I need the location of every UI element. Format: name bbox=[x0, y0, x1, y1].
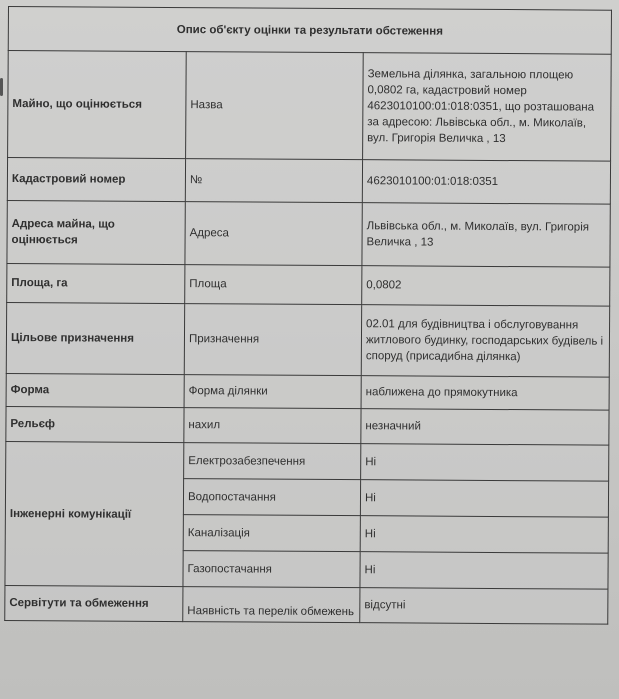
table-row bbox=[6, 302, 609, 377]
utility-field-gas: Газопостачання bbox=[183, 551, 360, 588]
document-sheet bbox=[4, 6, 611, 625]
table-row bbox=[6, 441, 609, 481]
utility-field-water: Водопостачання bbox=[183, 479, 360, 516]
row-label-area: Площа, га bbox=[7, 263, 185, 303]
table-row bbox=[7, 263, 610, 306]
utility-value-sewerage: Ні bbox=[360, 516, 608, 554]
utility-value-water: Ні bbox=[360, 480, 608, 518]
row-value-cadastral-number: 4623010100:01:018:0351 bbox=[362, 160, 610, 205]
table-row bbox=[7, 200, 610, 267]
row-value-property-description: Земельна ділянка, загальною площею 0,0802 га, кадастровий номер 4623010100:01:018:0351, що розташована за адресою: Львівська обл., м. Миколаїв, вул. Григорія Величка , 13 bbox=[363, 53, 612, 162]
table-row bbox=[6, 373, 609, 410]
row-field-name: Назва bbox=[186, 52, 364, 160]
row-value-shape: наближена до прямокутника bbox=[361, 376, 609, 411]
row-label-property: Майно, що оцінюється bbox=[8, 51, 187, 159]
row-field-address: Адреса bbox=[185, 202, 362, 266]
row-label-servitudes: Сервітути та обмеження bbox=[5, 585, 183, 621]
utility-value-electricity: Ні bbox=[361, 444, 609, 482]
row-field-area: Площа bbox=[185, 265, 362, 305]
row-label-purpose: Цільове призначення bbox=[6, 302, 184, 374]
row-label-relief: Рельєф bbox=[6, 406, 184, 442]
table-row bbox=[5, 585, 608, 624]
row-value-relief: незначний bbox=[361, 409, 609, 446]
row-value-address: Львівська обл., м. Миколаїв, вул. Григорія Величка , 13 bbox=[362, 203, 610, 268]
row-label-shape: Форма bbox=[6, 373, 184, 407]
row-field-slope: нахил bbox=[184, 408, 361, 444]
row-value-purpose: 02.01 для будівництва і обслуговування житлового будинку, господарських будівель і споруд (присадибна ділянка) bbox=[361, 305, 609, 378]
utility-field-sewerage: Каналізація bbox=[183, 515, 360, 552]
row-field-shape: Форма ділянки bbox=[184, 375, 361, 409]
row-value-restrictions: відсутні bbox=[360, 588, 608, 625]
utility-value-gas: Ні bbox=[360, 552, 608, 590]
row-label-cadastral-number: Кадастровий номер bbox=[7, 158, 185, 202]
assessment-object-table bbox=[4, 6, 612, 625]
row-value-area: 0,0802 bbox=[362, 266, 610, 307]
row-field-number: № bbox=[185, 159, 362, 203]
utility-field-electricity: Електрозабезпечення bbox=[184, 443, 361, 480]
table-row bbox=[7, 158, 610, 205]
row-label-address: Адреса майна, що оцінюється bbox=[7, 200, 185, 264]
row-label-utilities: Інженерні комунікації bbox=[5, 441, 184, 586]
table-title: Опис об'єкту оцінки та результати обстеження bbox=[8, 7, 611, 55]
row-field-restrictions: Наявність та перелік обмежень bbox=[183, 587, 360, 623]
table-row bbox=[8, 51, 612, 162]
page-edge-mark bbox=[0, 78, 3, 96]
table-row bbox=[6, 406, 609, 445]
row-field-purpose: Призначення bbox=[184, 304, 361, 376]
